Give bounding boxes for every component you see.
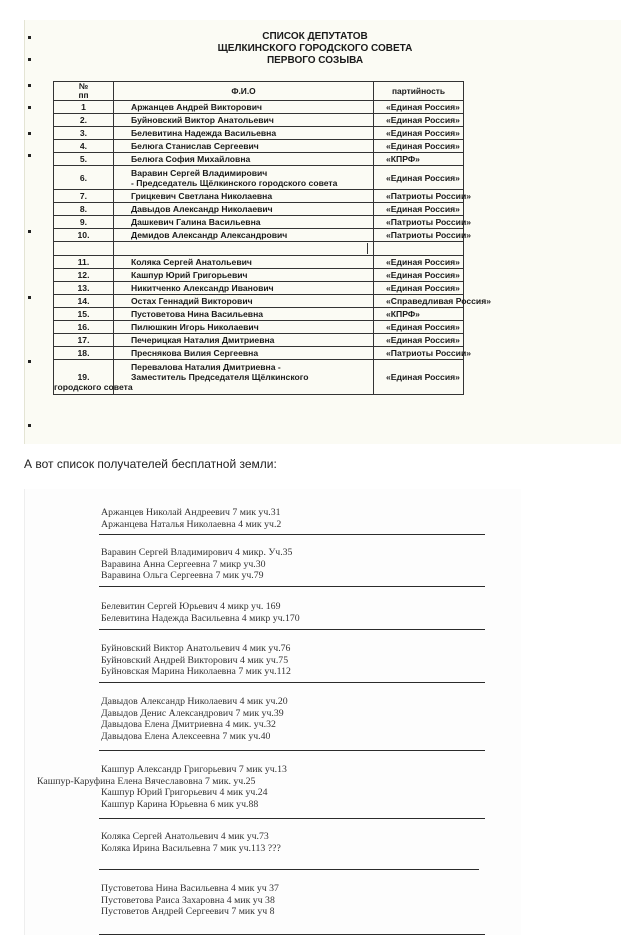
- table-row: [54, 334, 464, 347]
- row-name-line: Варавин Сергей Владимирович: [131, 167, 268, 178]
- row-number: 12.: [54, 269, 114, 282]
- row-name-line: Демидов Александр Александрович: [131, 230, 288, 240]
- row-name-line: Дашкевич Галина Васильевна: [131, 217, 261, 227]
- row-party: «Единая Россия»: [374, 166, 464, 190]
- row-name-line: Перевалова Наталия Дмитриевна -: [131, 362, 281, 372]
- row-number: 1: [54, 101, 114, 114]
- table-row: [54, 114, 464, 127]
- row-number: 4.: [54, 140, 114, 153]
- row-name-line: Остах Геннадий Викторович: [131, 296, 253, 306]
- recipient-group: [37, 764, 287, 810]
- margin-mark: [28, 84, 31, 87]
- row-name: [114, 229, 374, 242]
- row-name-line: Белюга Станислав Сергеевич: [131, 141, 259, 151]
- row-number: 9.: [54, 216, 114, 229]
- document-title-line: ЩЕЛКИНСКОГО ГОРОДСКОГО СОВЕТА: [217, 43, 413, 54]
- table-row: [54, 269, 464, 282]
- row-number: 7.: [54, 190, 114, 203]
- row-name-line: Коляка Сергей Анатольевич: [131, 257, 252, 267]
- row-party: «Единая Россия»: [374, 127, 464, 140]
- land-list-caption: А вот список получателей бесплатной земли:: [24, 457, 277, 471]
- recipient-group: [101, 643, 291, 678]
- recipient-line: Белевитина Надежда Васильевна 4 микр уч.170: [101, 612, 300, 624]
- row-number: 16.: [54, 321, 114, 334]
- group-divider: [99, 869, 479, 870]
- recipient-line: Кашпур Александр Григорьевич 7 мик уч.13: [101, 764, 287, 775]
- row-number: [54, 242, 114, 256]
- margin-mark: [28, 154, 31, 157]
- table-row: [54, 153, 464, 166]
- row-party: «Единая Россия»: [374, 282, 464, 295]
- margin-mark: [28, 132, 31, 135]
- table-row: [54, 295, 464, 308]
- row-party: «Справедливая Россия»: [374, 295, 464, 308]
- table-row: [54, 308, 464, 321]
- row-party: «Единая Россия»: [374, 334, 464, 347]
- recipient-line: Белевитин Сергей Юрьевич 4 микр уч. 169: [101, 601, 281, 612]
- row-name: [114, 256, 374, 269]
- scanned-land-recipients-list: [24, 489, 521, 935]
- recipient-line: Варавин Сергей Владимирович 4 микр. Уч.35: [101, 547, 293, 558]
- row-name-line: - Председатель Щёлкинского городского совета: [131, 177, 338, 188]
- row-number: 17.: [54, 334, 114, 347]
- row-party: «Единая Россия»: [374, 321, 464, 334]
- row-name: [114, 321, 374, 334]
- recipient-line: Давыдов Александр Николаевич 4 мик уч.20: [101, 696, 288, 707]
- recipient-line: Пустоветова Раиса Захаровна 4 мик уч 38: [101, 894, 275, 906]
- row-name-line: Заместитель Председателя Щёлкинского: [131, 372, 309, 382]
- table-row: [54, 321, 464, 334]
- row-name: [114, 308, 374, 321]
- row-name: [114, 282, 374, 295]
- recipient-group: [101, 831, 281, 854]
- table-row: [54, 229, 464, 242]
- row-name: [114, 203, 374, 216]
- table-row: [54, 166, 464, 190]
- table-row: [54, 140, 464, 153]
- row-name-line: Давыдов Александр Николаевич: [131, 204, 273, 214]
- row-name: [114, 269, 374, 282]
- table-row: [54, 360, 464, 395]
- row-party: [374, 242, 464, 256]
- row-number: 13.: [54, 282, 114, 295]
- row-name-line: Грицкевич Светлана Николаевна: [131, 191, 273, 201]
- row-party: «Единая Россия»: [374, 140, 464, 153]
- recipient-line: Пустоветова Нина Васильевна 4 мик уч 37: [101, 883, 279, 894]
- recipient-group: [101, 507, 281, 530]
- row-party: «Единая Россия»: [374, 101, 464, 114]
- recipient-line: Варавина Анна Сергеевна 7 микр уч.30: [101, 558, 266, 570]
- row-name-line: Преснякова Вилия Сергеевна: [131, 348, 259, 358]
- row-number: 10.: [54, 229, 114, 242]
- header-number-label: №: [78, 81, 89, 91]
- row-number: 14.: [54, 295, 114, 308]
- row-party: «Единая Россия»: [374, 203, 464, 216]
- table-row: [54, 347, 464, 360]
- row-name: [114, 101, 374, 114]
- document-title-line: СПИСОК ДЕПУТАТОВ: [262, 31, 368, 42]
- recipient-line: Аржанцев Николай Андреевич 7 мик уч.31: [101, 507, 281, 518]
- recipient-line: Буйновская Марина Николаевна 7 мик уч.112: [101, 666, 291, 677]
- recipient-line: Коляка Сергей Анатольевич 4 мик уч.73: [101, 831, 269, 842]
- group-divider: [99, 818, 485, 819]
- row-name: [114, 127, 374, 140]
- margin-mark: [28, 424, 31, 427]
- header-party: партийность: [374, 82, 464, 101]
- group-divider: [99, 682, 485, 683]
- table-row: [54, 282, 464, 295]
- group-divider: [99, 534, 485, 535]
- table-row: [54, 242, 464, 256]
- table-row: [54, 127, 464, 140]
- row-number: 15.: [54, 308, 114, 321]
- recipient-line: Давыдов Денис Александрович 7 мик уч.39: [101, 707, 284, 719]
- table-row: [54, 203, 464, 216]
- row-name: [114, 334, 374, 347]
- header-number: [54, 82, 114, 101]
- row-name-line: Буйновский Виктор Анатольевич: [131, 115, 274, 125]
- row-name: [114, 295, 374, 308]
- table-row: [54, 190, 464, 203]
- row-name-line: Печерицкая Наталия Дмитриевна: [131, 335, 275, 345]
- group-divider: [99, 629, 485, 630]
- row-name-line: Никитченко Александр Иванович: [131, 283, 274, 293]
- table-row: [54, 256, 464, 269]
- row-name: [114, 190, 374, 203]
- table-row: [54, 101, 464, 114]
- margin-mark: [28, 230, 31, 233]
- group-divider: [99, 750, 485, 751]
- row-name: [114, 114, 374, 127]
- row-name-line: Белевитина Надежда Васильевна: [131, 128, 277, 138]
- recipient-line: Аржанцева Наталья Николаевна 4 мик уч.2: [101, 518, 282, 530]
- group-divider: [99, 586, 485, 587]
- row-name: [114, 216, 374, 229]
- header-number-sub-label: пп: [78, 90, 89, 100]
- row-party: «Единая Россия»: [374, 360, 464, 395]
- row-name: [114, 242, 374, 256]
- row-number: 19.: [54, 360, 114, 395]
- recipient-line: Пустоветов Андрей Сергеевич 7 мик уч 8: [101, 906, 275, 917]
- row-party: «Патриоты России»: [374, 347, 464, 360]
- row-name-line: Кашпур Юрий Григорьевич: [131, 270, 248, 280]
- row-name-line: Аржанцев Андрей Викторович: [131, 102, 262, 112]
- recipient-line: Буйновский Андрей Викторович 4 мик уч.75: [101, 654, 289, 666]
- row-name: [114, 347, 374, 360]
- table-header-row: [54, 82, 464, 101]
- recipient-group: [101, 547, 292, 582]
- recipient-line: Кашпур-Каруфина Елена Вячеславовна 7 мик. уч.25: [37, 775, 256, 787]
- recipient-line: Коляка Ирина Васильевна 7 мик уч.113 ???: [101, 842, 281, 854]
- recipient-group: [101, 601, 300, 624]
- row-party: «КПРФ»: [374, 308, 464, 321]
- row-number: 6.: [54, 166, 114, 190]
- row-party: «Единая Россия»: [374, 114, 464, 127]
- deputies-table: [53, 81, 491, 395]
- row-number: 18.: [54, 347, 114, 360]
- table-row: [54, 216, 464, 229]
- recipient-line: Варавина Ольга Сергеевна 7 мик уч.79: [101, 570, 264, 581]
- row-name: [114, 166, 374, 190]
- recipient-line: Кашпур Юрий Григорьевич 4 мик уч.24: [101, 787, 268, 798]
- recipient-line: Давыдова Елена Дмитриевна 4 мик. уч.32: [101, 719, 276, 730]
- header-name: Ф.И.О: [114, 82, 374, 101]
- row-number: 11.: [54, 256, 114, 269]
- recipient-line: Давыдова Елена Алексеевна 7 мик уч.40: [101, 730, 271, 742]
- margin-mark: [28, 36, 31, 39]
- recipient-line: Кашпур Карина Юрьевна 6 мик уч.88: [101, 798, 259, 810]
- recipient-line: Буйновский Виктор Анатольевич 4 мик уч.76: [101, 643, 291, 654]
- row-name-line: Пилюшкин Игорь Николаевич: [131, 322, 259, 332]
- row-number: 3.: [54, 127, 114, 140]
- row-party: «Единая Россия»: [374, 269, 464, 282]
- margin-mark: [28, 296, 31, 299]
- document-title-line: ПЕРВОГО СОЗЫВА: [266, 55, 364, 66]
- scan-margin-marks: [28, 20, 34, 444]
- row-name-line: Белюга София Михайловна: [131, 154, 251, 164]
- scanned-deputies-document: [24, 20, 621, 444]
- margin-mark: [28, 58, 31, 61]
- row-party: «Патриоты России»: [374, 229, 464, 242]
- row-party: «Патриоты России»: [374, 190, 464, 203]
- margin-mark: [28, 360, 31, 363]
- row-name-line: городского совета: [54, 382, 133, 392]
- margin-mark: [28, 106, 31, 109]
- row-party: «Патриоты России»: [374, 216, 464, 229]
- row-party: «Единая Россия»: [374, 256, 464, 269]
- blank-cell-box: [117, 243, 368, 254]
- row-number: 5.: [54, 153, 114, 166]
- row-name: [114, 153, 374, 166]
- row-number: 2.: [54, 114, 114, 127]
- row-number: 8.: [54, 203, 114, 216]
- row-party: «КПРФ»: [374, 153, 464, 166]
- recipient-group: [101, 883, 279, 918]
- row-name-line: Пустоветова Нина Васильевна: [131, 309, 264, 319]
- recipient-group: [101, 696, 288, 742]
- row-name: [114, 140, 374, 153]
